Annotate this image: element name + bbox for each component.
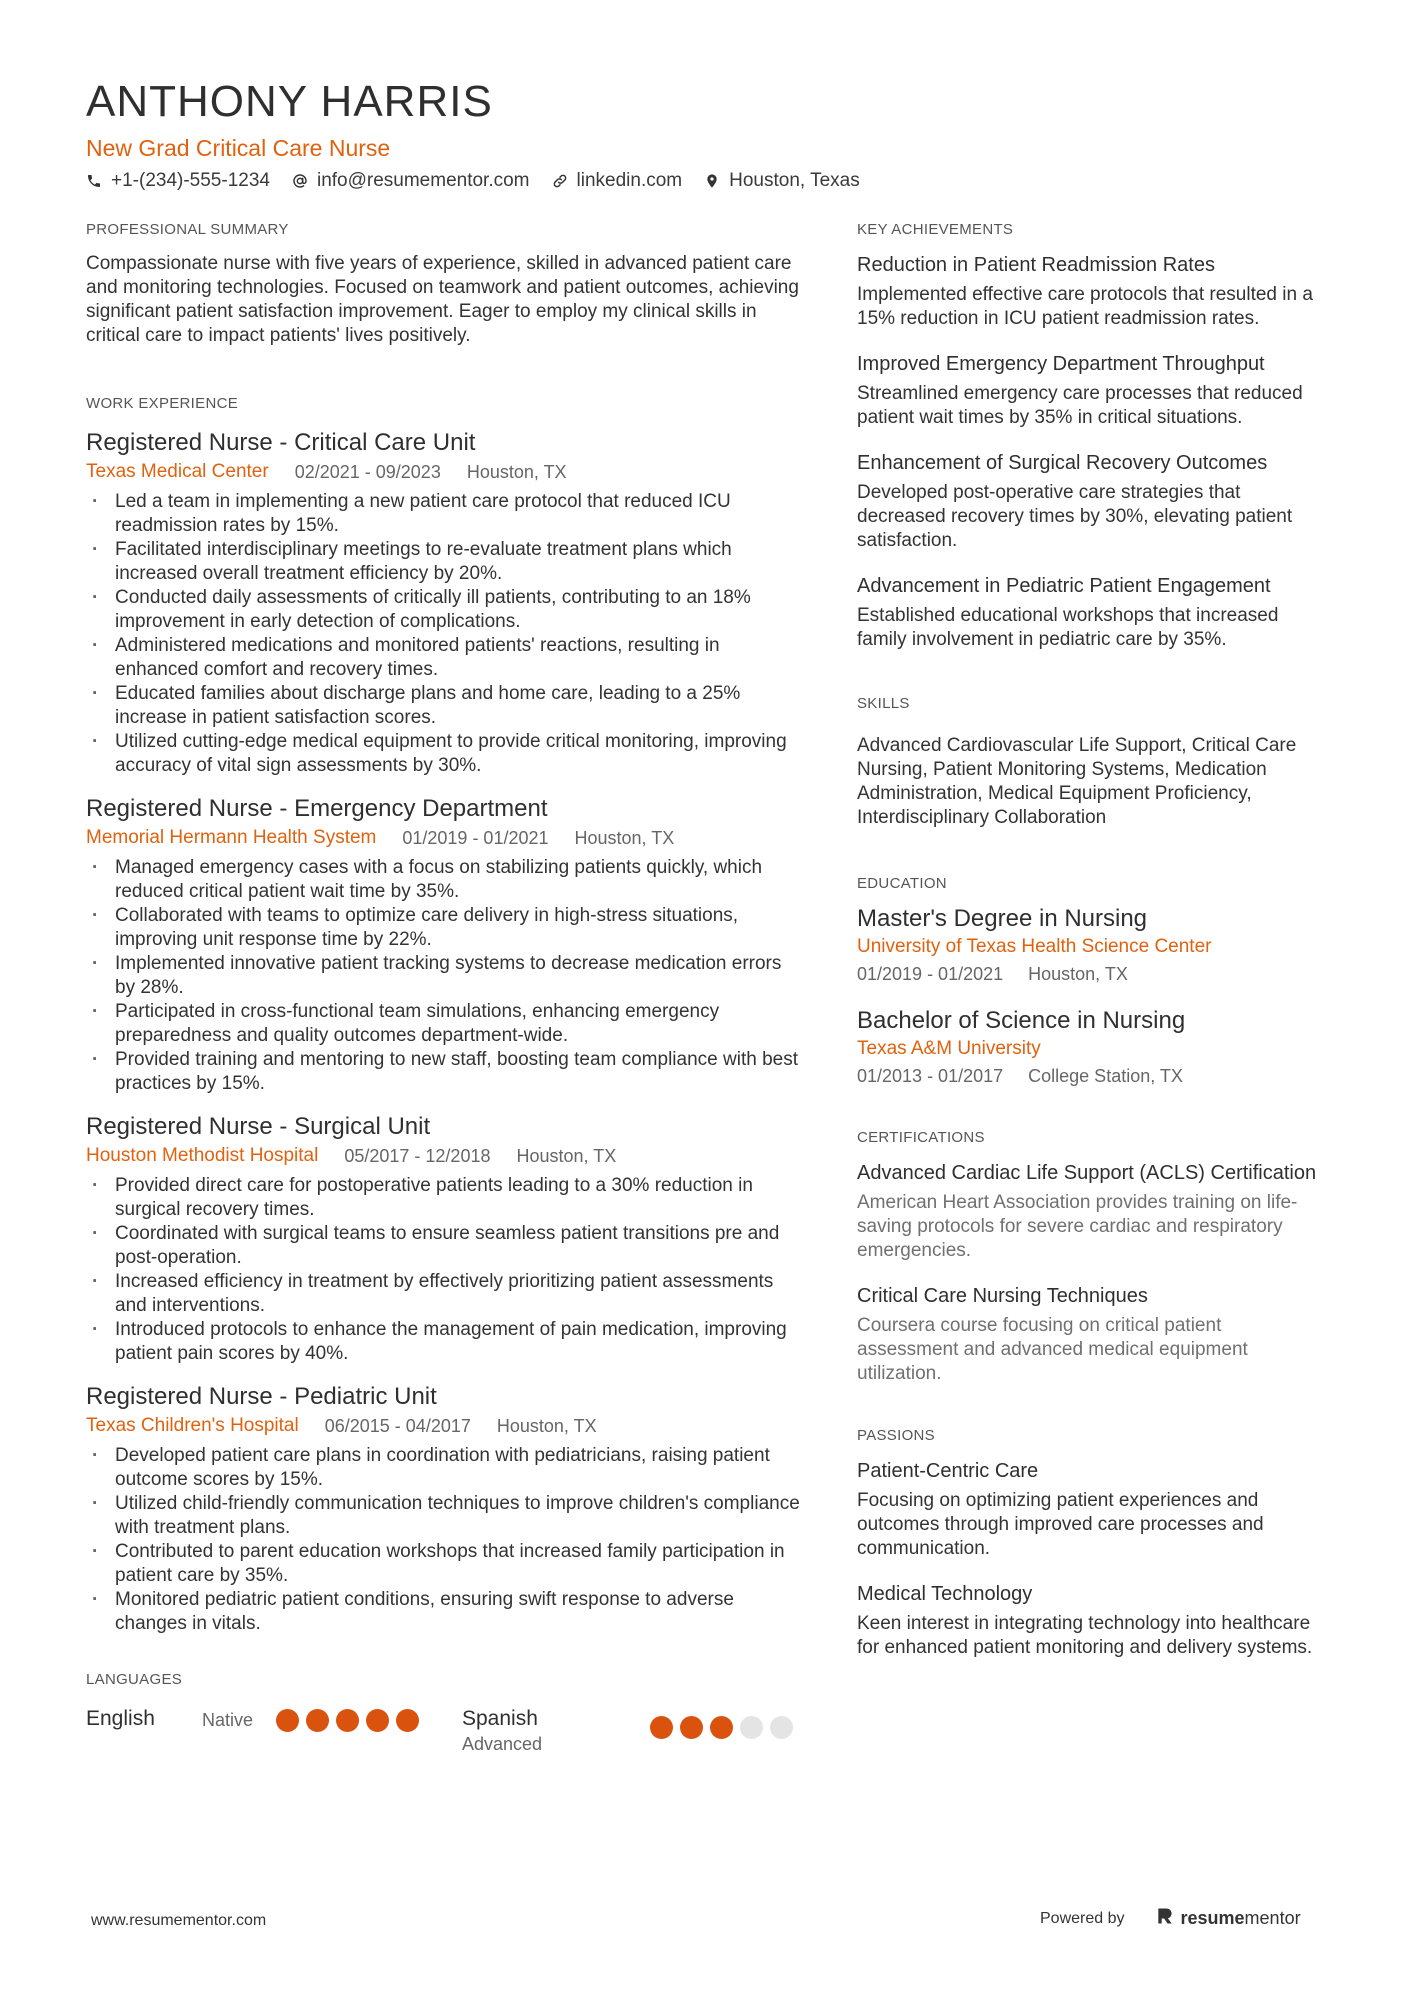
bullet-item: · Utilized cutting-edge medical equipment to provide critical monitoring, improving accuracy of vital sign assessments by 30%.	[86, 730, 801, 778]
achievement-desc: Established educational workshops that increased family involvement in pediatric care by 35%.	[857, 605, 1279, 650]
rating-dot-filled	[276, 1709, 299, 1732]
achievement-item	[857, 252, 1327, 331]
achievement-item	[857, 450, 1327, 553]
education-meta	[857, 962, 1327, 986]
job-title: Registered Nurse - Surgical Unit	[86, 1113, 431, 1140]
language-level: Advanced	[462, 1734, 543, 1754]
education-item	[857, 904, 1327, 986]
language-list	[86, 1706, 801, 1756]
job-location: Houston, TX	[516, 1146, 617, 1166]
education-meta	[857, 1064, 1327, 1088]
job-org: Memorial Hermann Health System	[86, 827, 377, 848]
job-entry	[86, 794, 801, 1096]
certifications-section	[857, 1128, 1327, 1386]
rating-dot-filled	[680, 1716, 703, 1739]
school-name: Texas A&M University	[857, 1038, 1041, 1059]
bullet-item: · Educated families about discharge plans and home care, leading to a 25% increase in patient satisfaction scores.	[86, 682, 801, 730]
rating-dot-filled	[366, 1709, 389, 1732]
email-text: info@resumementor.com	[316, 170, 530, 191]
job-org: Texas Medical Center	[86, 461, 269, 482]
bullet-item: · Contributed to parent education workshops that increased family participation in patient care by 35%.	[86, 1540, 801, 1588]
passion-title: Medical Technology	[857, 1583, 1033, 1605]
section-title: SKILLS	[857, 695, 910, 712]
job-entry	[86, 1382, 801, 1636]
passion-title: Patient-Centric Care	[857, 1460, 1039, 1482]
job-meta	[86, 1414, 801, 1438]
achievement-item	[857, 573, 1327, 652]
achievement-item	[857, 351, 1327, 430]
language-name: English	[86, 1707, 155, 1730]
achievement-title: Enhancement of Surgical Recovery Outcomes	[857, 452, 1268, 474]
bullet-item: · Facilitated interdisciplinary meetings to re-evaluate treatment plans which increased overall treatment efficiency by 20%.	[86, 538, 801, 586]
certification-desc: American Heart Association provides training on life-saving protocols for severe cardiac and respiratory emergencies.	[857, 1192, 1298, 1261]
bullet-item: · Conducted daily assessments of critically ill patients, contributing to an 18% improvement in early detection of complications.	[86, 586, 801, 634]
language-text	[462, 1706, 650, 1756]
phone-icon	[86, 173, 102, 189]
job-bullets	[86, 1174, 801, 1366]
powered-by-text: Powered by	[1040, 1909, 1125, 1927]
bullet-item: · Developed patient care plans in coordination with pediatricians, raising patient outcome scores by 15%.	[86, 1444, 801, 1492]
job-title: Registered Nurse - Pediatric Unit	[86, 1383, 437, 1410]
job-dates: 02/2021 - 09/2023	[294, 462, 441, 482]
rating-dot-empty	[740, 1716, 763, 1739]
location-text: Houston, Texas	[729, 170, 860, 191]
rating-dot-filled	[396, 1709, 419, 1732]
contact-location	[704, 170, 860, 192]
education-dates: 01/2013 - 01/2017	[857, 1066, 1004, 1086]
bullet-item: · Implemented innovative patient tracking systems to decrease medication errors by 28%.	[86, 952, 801, 1000]
bullet-item: · Provided direct care for postoperative patients leading to a 30% reduction in surgical recovery times.	[86, 1174, 801, 1222]
achievement-title: Improved Emergency Department Throughput	[857, 353, 1265, 375]
passions-section	[857, 1426, 1327, 1660]
section-title: WORK EXPERIENCE	[86, 395, 239, 412]
bullet-item: · Participated in cross-functional team simulations, enhancing emergency preparedness and quality outcomes department-wide.	[86, 1000, 801, 1048]
passion-item	[857, 1458, 1327, 1561]
language-level: Native	[202, 1710, 254, 1730]
at-icon	[292, 173, 308, 189]
bullet-item: · Introduced protocols to enhance the management of pain medication, improving patient pain scores by 40%.	[86, 1318, 801, 1366]
passion-desc: Focusing on optimizing patient experiences and outcomes through improved care processes and communication.	[857, 1490, 1264, 1559]
skills-text: Advanced Cardiovascular Life Support, Critical Care Nursing, Patient Monitoring Systems, Medication Administration, Medical Equipment Proficiency, Interdisciplinary Collaboration	[857, 735, 1297, 828]
contact-email[interactable]	[292, 170, 530, 192]
location-pin-icon	[704, 173, 720, 189]
footer-website[interactable]: www.resumementor.com	[91, 1912, 267, 1929]
brand-name	[1181, 1908, 1301, 1929]
degree-title: Master's Degree in Nursing	[857, 905, 1148, 932]
job-location: Houston, TX	[496, 1416, 597, 1436]
job-meta	[86, 460, 801, 484]
language-item	[86, 1706, 462, 1732]
language-name: Spanish	[462, 1707, 538, 1730]
job-dates: 06/2015 - 04/2017	[324, 1416, 471, 1436]
bullet-item: · Administered medications and monitored patients' reactions, resulting in enhanced comfort and recovery times.	[86, 634, 801, 682]
achievement-desc: Streamlined emergency care processes that reduced patient wait times by 35% in critical situations.	[857, 383, 1303, 428]
experience-section	[86, 394, 801, 1636]
job-dates: 01/2019 - 01/2021	[402, 828, 549, 848]
achievement-title: Reduction in Patient Readmission Rates	[857, 254, 1215, 276]
achievement-desc: Developed post-operative care strategies that decreased recovery times by 30%, elevating patient satisfaction.	[857, 482, 1293, 551]
bullet-item: · Increased efficiency in treatment by effectively prioritizing patient assessments and interventions.	[86, 1270, 801, 1318]
bullet-item: · Utilized child-friendly communication techniques to improve children's compliance with treatment plans.	[86, 1492, 801, 1540]
link-icon	[552, 173, 568, 189]
job-entry	[86, 428, 801, 778]
language-item	[462, 1706, 796, 1756]
candidate-name: ANTHONY HARRIS	[86, 77, 493, 126]
education-location: Houston, TX	[1028, 964, 1128, 984]
resumementor-logo[interactable]	[1155, 1906, 1301, 1931]
job-entry	[86, 1112, 801, 1366]
brand-bold: resume	[1180, 1908, 1245, 1928]
linkedin-text: linkedin.com	[576, 170, 683, 191]
language-rating	[650, 1716, 793, 1739]
job-location: Houston, TX	[574, 828, 675, 848]
rating-dot-filled	[306, 1709, 329, 1732]
right-column	[857, 220, 1327, 1660]
job-location: Houston, TX	[466, 462, 567, 482]
phone-text: +1-(234)-555-1234	[111, 170, 270, 191]
rating-dot-empty	[770, 1716, 793, 1739]
certification-title: Advanced Cardiac Life Support (ACLS) Certification	[857, 1162, 1317, 1184]
bullet-item: · Collaborated with teams to optimize care delivery in high-stress situations, improving unit response time by 22%.	[86, 904, 801, 952]
section-title: PROFESSIONAL SUMMARY	[86, 221, 289, 238]
footer-brand	[1040, 1906, 1301, 1931]
achievement-desc: Implemented effective care protocols that resulted in a 15% reduction in ICU patient readmission rates.	[857, 284, 1313, 329]
certification-desc: Coursera course focusing on critical patient assessment and advanced medical equipment utilization.	[857, 1315, 1248, 1384]
education-dates: 01/2019 - 01/2021	[857, 964, 1004, 984]
achievements-section	[857, 220, 1327, 652]
job-meta	[86, 826, 801, 850]
passion-desc: Keen interest in integrating technology into healthcare for enhanced patient monitoring and delivery systems.	[857, 1613, 1313, 1658]
brand-mark-icon	[1155, 1906, 1175, 1931]
education-item	[857, 1006, 1327, 1088]
skills-section	[857, 694, 1327, 830]
job-bullets	[86, 856, 801, 1096]
bullet-item: · Coordinated with surgical teams to ensure seamless patient transitions pre and post-operation.	[86, 1222, 801, 1270]
certification-item	[857, 1283, 1327, 1386]
rating-dot-filled	[336, 1709, 359, 1732]
school-name: University of Texas Health Science Center	[857, 936, 1212, 957]
job-bullets	[86, 490, 801, 778]
bullet-item: · Monitored pediatric patient conditions, ensuring swift response to adverse changes in vitals.	[86, 1588, 801, 1636]
contact-phone	[86, 170, 270, 192]
job-title: Registered Nurse - Emergency Department	[86, 795, 548, 822]
contact-row	[86, 170, 1326, 192]
education-section	[857, 874, 1327, 1088]
summary-section	[86, 220, 801, 348]
passion-item	[857, 1581, 1327, 1660]
job-bullets	[86, 1444, 801, 1636]
section-title: LANGUAGES	[86, 1671, 183, 1688]
rating-dot-filled	[650, 1716, 673, 1739]
left-column	[86, 220, 801, 1756]
languages-section	[86, 1670, 801, 1756]
job-meta	[86, 1144, 801, 1168]
degree-title: Bachelor of Science in Nursing	[857, 1007, 1186, 1034]
summary-text: Compassionate nurse with five years of experience, skilled in advanced patient care and monitoring technologies. Focused on teamwork and patient outcomes, achieving significant patient satisfaction improvement. Eager to employ my clinical skills in critical care to impact patients' lives positively.	[86, 253, 799, 346]
job-org: Houston Methodist Hospital	[86, 1145, 319, 1166]
section-title: PASSIONS	[857, 1427, 935, 1444]
resume-header	[86, 76, 1326, 192]
achievement-title: Advancement in Pediatric Patient Engagement	[857, 575, 1271, 597]
education-location: College Station, TX	[1028, 1066, 1183, 1086]
language-rating	[276, 1709, 419, 1732]
job-title: Registered Nurse - Critical Care Unit	[86, 429, 476, 456]
bullet-item: · Led a team in implementing a new patient care protocol that reduced ICU readmission rates by 15%.	[86, 490, 801, 538]
brand-light: mentor	[1244, 1908, 1301, 1928]
section-title: CERTIFICATIONS	[857, 1129, 985, 1146]
bullet-item: · Managed emergency cases with a focus on stabilizing patients quickly, which reduced critical patient wait time by 35%.	[86, 856, 801, 904]
section-title: EDUCATION	[857, 875, 947, 892]
bullet-item: · Provided training and mentoring to new staff, boosting team compliance with best practices by 15%.	[86, 1048, 801, 1096]
job-dates: 05/2017 - 12/2018	[344, 1146, 491, 1166]
candidate-role: New Grad Critical Care Nurse	[86, 135, 391, 161]
job-org: Texas Children's Hospital	[86, 1415, 299, 1436]
certification-item	[857, 1160, 1327, 1263]
certification-title: Critical Care Nursing Techniques	[857, 1285, 1148, 1307]
contact-linkedin[interactable]	[552, 170, 683, 192]
rating-dot-filled	[710, 1716, 733, 1739]
section-title: KEY ACHIEVEMENTS	[857, 221, 1014, 238]
